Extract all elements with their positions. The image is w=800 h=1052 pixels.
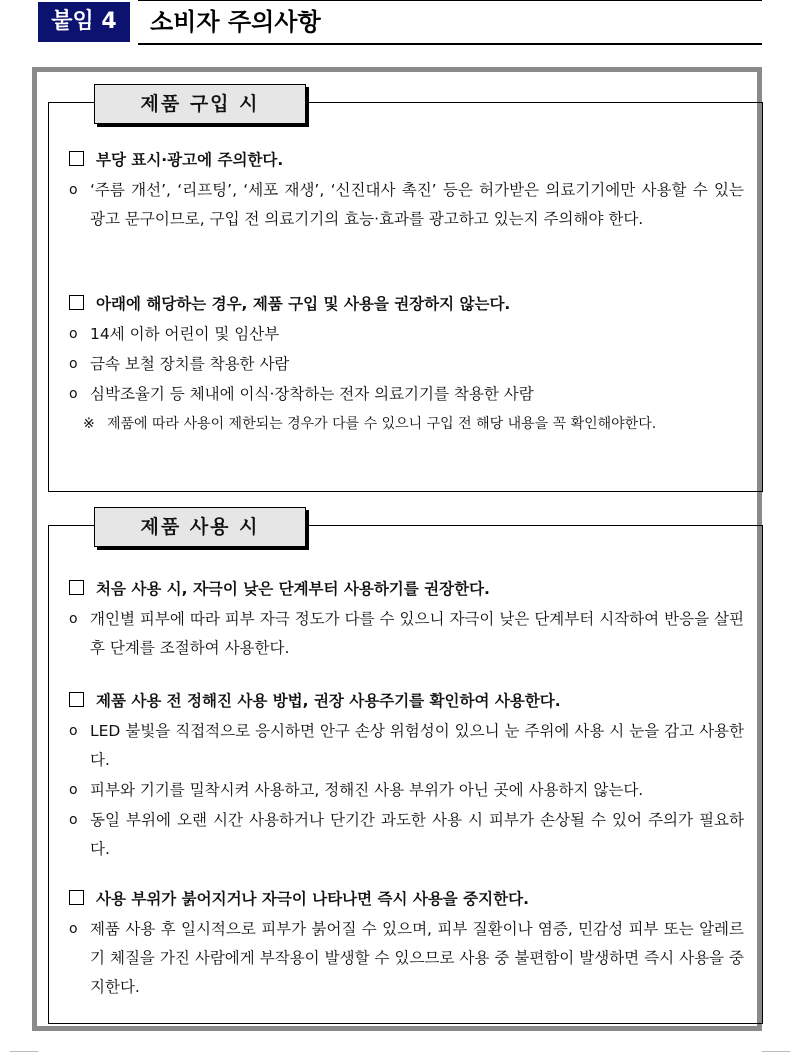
guideline-group — [69, 686, 744, 864]
guideline-item: o 개인별 피부에 따라 피부 자극 정도가 다를 수 있으니 자극이 낮은 단계부터 시작하여 반응을 살핀 후 단계를 조절하여 사용한다. — [69, 605, 744, 663]
bullet-icon: o — [69, 182, 78, 198]
guideline-item: o LED 불빛을 직접적으로 응시하면 안구 손상 위험성이 있으니 눈 주위에 사용 시 눈을 감고 사용한다. — [69, 717, 744, 775]
guideline-item: o 심박조율기 등 체내에 이식·장착하는 전자 의료기기를 착용한 사람 — [69, 380, 744, 409]
guideline-item: o 금속 보철 장치를 착용한 사람 — [69, 350, 744, 379]
guideline-group — [69, 145, 744, 234]
checkbox-square-icon — [69, 295, 84, 310]
guideline-heading: 아래에 해당하는 경우, 제품 구입 및 사용을 권장하지 않는다. — [69, 289, 744, 319]
guideline-item: o 피부와 기기를 밀착시켜 사용하고, 정해진 사용 부위가 아닌 곳에 사용하지 않는다. — [69, 776, 744, 805]
guideline-item: o 14세 이하 어린이 및 임산부 — [69, 320, 744, 349]
guideline-item: o ‘주름 개선’, ‘리프팅’, ‘세포 재생’, ‘신진대사 촉진’ 등은 허가받은 의료기기에만 사용할 수 있는 광고 문구이므로, 구입 전 의료기기의 효능·효과를 광고하고 있는지 주의해야 한다. — [69, 176, 744, 234]
guideline-heading: 제품 사용 전 정해진 사용 방법, 권장 사용주기를 확인하여 사용한다. — [69, 686, 744, 716]
document-header — [38, 0, 762, 46]
bullet-icon: o — [69, 812, 78, 828]
section-purchase — [48, 93, 763, 492]
guideline-heading: 사용 부위가 붉어지거나 자극이 나타나면 즉시 사용을 중지한다. — [69, 884, 744, 914]
checkbox-square-icon — [69, 890, 84, 905]
guideline-group — [69, 289, 744, 438]
attachment-badge: 붙임 4 — [38, 2, 130, 42]
bullet-icon: o — [69, 782, 78, 798]
reference-note: ※ 제품에 따라 사용이 제한되는 경우가 다를 수 있으니 구입 전 해당 내용을 꼭 확인해야한다. — [69, 411, 744, 438]
section-usage — [48, 516, 763, 1024]
checkbox-square-icon — [69, 692, 84, 707]
header-top-rule — [138, 0, 762, 1]
page-title: 소비자 주의사항 — [150, 8, 321, 36]
guideline-heading: 처음 사용 시, 자극이 낮은 단계부터 사용하기를 권장한다. — [69, 574, 744, 604]
guideline-item: o 제품 사용 후 일시적으로 피부가 붉어질 수 있으며, 피부 질환이나 염증, 민감성 피부 또는 알레르기 체질을 가진 사람에게 부작용이 발생할 수 있으므로 사용 중 불편함이 발생하면 즉시 사용을 중지한다. — [69, 915, 744, 1002]
guideline-group — [69, 884, 744, 1002]
bullet-icon: o — [69, 611, 78, 627]
guideline-item: o 동일 부위에 오랜 시간 사용하거나 단기간 과도한 사용 시 피부가 손상될 수 있어 주의가 필요하다. — [69, 806, 744, 864]
reference-mark-icon: ※ — [83, 416, 95, 432]
section-label: 제품 구입 시 — [94, 84, 306, 124]
bullet-icon: o — [69, 386, 78, 402]
guideline-heading: 부당 표시·광고에 주의한다. — [69, 145, 744, 175]
guideline-group — [69, 574, 744, 663]
section-label: 제품 사용 시 — [94, 507, 306, 547]
checkbox-square-icon — [69, 580, 84, 595]
checkbox-square-icon — [69, 151, 84, 166]
notice-frame — [32, 67, 762, 1031]
bullet-icon: o — [69, 921, 78, 937]
header-bottom-rule — [138, 43, 762, 45]
bullet-icon: o — [69, 326, 78, 342]
bullet-icon: o — [69, 723, 78, 739]
bullet-icon: o — [69, 356, 78, 372]
